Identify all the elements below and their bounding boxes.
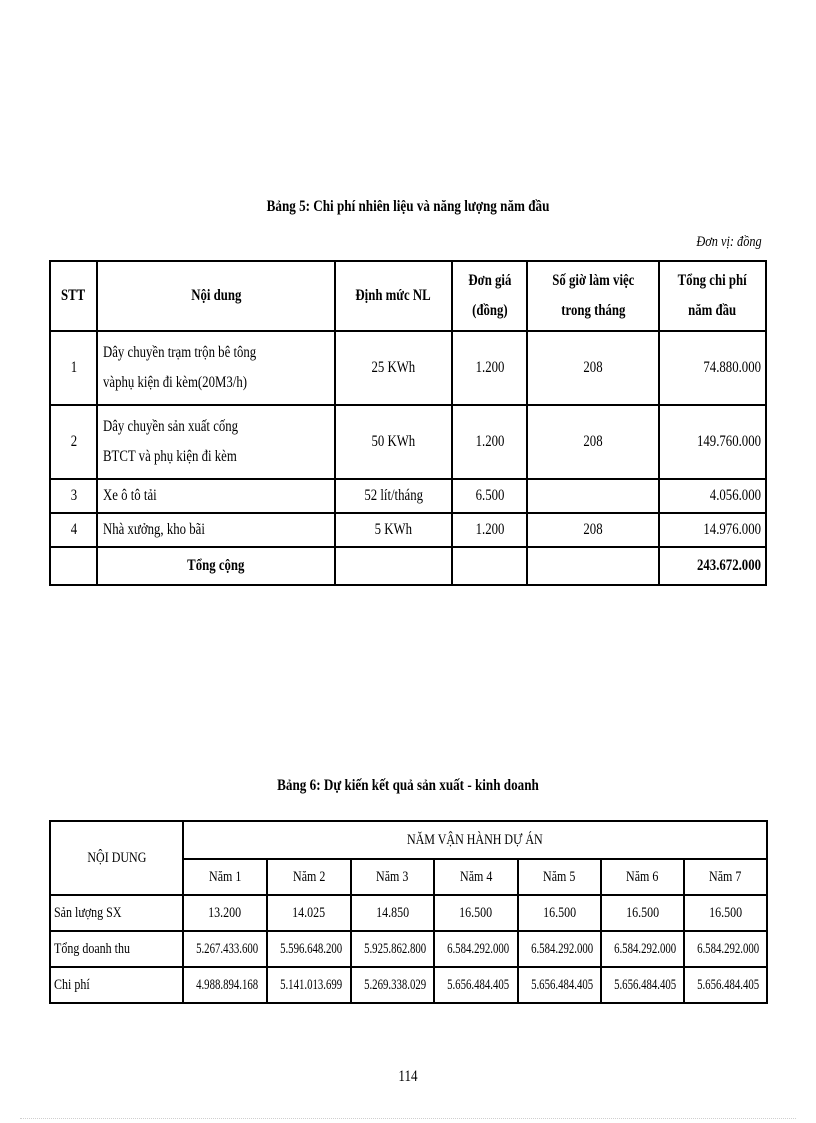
table-row: 2 Dây chuyền sản xuất cống BTCT và phụ kiện đi kèm 50 KWh 1.200 208 149.760.000 [50, 405, 766, 479]
table-header-row: Năm 1 Năm 2 Năm 3 Năm 4 Năm 5 Năm 6 Năm 7 [50, 859, 767, 895]
header-total: Tổng chi phí năm đầu [659, 261, 766, 331]
header-operating-years: NĂM VẬN HÀNH DỰ ÁN [183, 821, 767, 859]
header-content: Nội dung [97, 261, 335, 331]
table-header-row [50, 821, 767, 859]
total-row [50, 547, 766, 585]
header-stt: STT [50, 261, 97, 331]
table-row: Sản lượng SX 13.200 14.025 14.850 16.500 16.500 16.500 16.500 [50, 895, 767, 931]
table-row: 1 Dây chuyền trạm trộn bê tông vàphụ kiện đi kèm(20M3/h) 25 KWh 1.200 208 74.880.000 [50, 331, 766, 405]
table-row: Chi phí 4.988.894.168 5.141.013.699 5.269.338.029 5.656.484.405 5.656.484.405 5.656.484.405 5.656.484.405 [50, 967, 767, 1003]
table-row: 3 Xe ô tô tải 52 lít/tháng 6.500 4.056.000 [50, 479, 766, 513]
table-row: 4 Nhà xưởng, kho bãi 5 KWh 1.200 208 14.976.000 [50, 513, 766, 547]
table-header-row [50, 261, 766, 331]
fuel-energy-cost-table [49, 260, 767, 586]
total-value: 243.672.000 [659, 547, 766, 585]
header-price: Đơn giá (đồng) [452, 261, 527, 331]
table5-title: Bảng 5: Chi phí nhiên liệu và năng lượng năm đầu [266, 198, 550, 215]
total-label: Tổng cộng [97, 547, 335, 585]
header-norm: Định mức NL [335, 261, 452, 331]
page-number: 114 [398, 1068, 418, 1085]
table-row: Tổng doanh thu 5.267.433.600 5.596.648.200 5.925.862.800 6.584.292.000 6.584.292.000 6.584.292.000 6.584.292.000 [50, 931, 767, 967]
unit-note: Đơn vị: đồng [696, 234, 762, 250]
table6-title: Bảng 6: Dự kiến kết quả sản xuất - kinh doanh [277, 777, 539, 794]
footer-divider [20, 1118, 796, 1119]
header-hours: Số giờ làm việc trong tháng [527, 261, 659, 331]
business-result-table [49, 820, 768, 1004]
header-content: NỘI DUNG [50, 821, 183, 895]
